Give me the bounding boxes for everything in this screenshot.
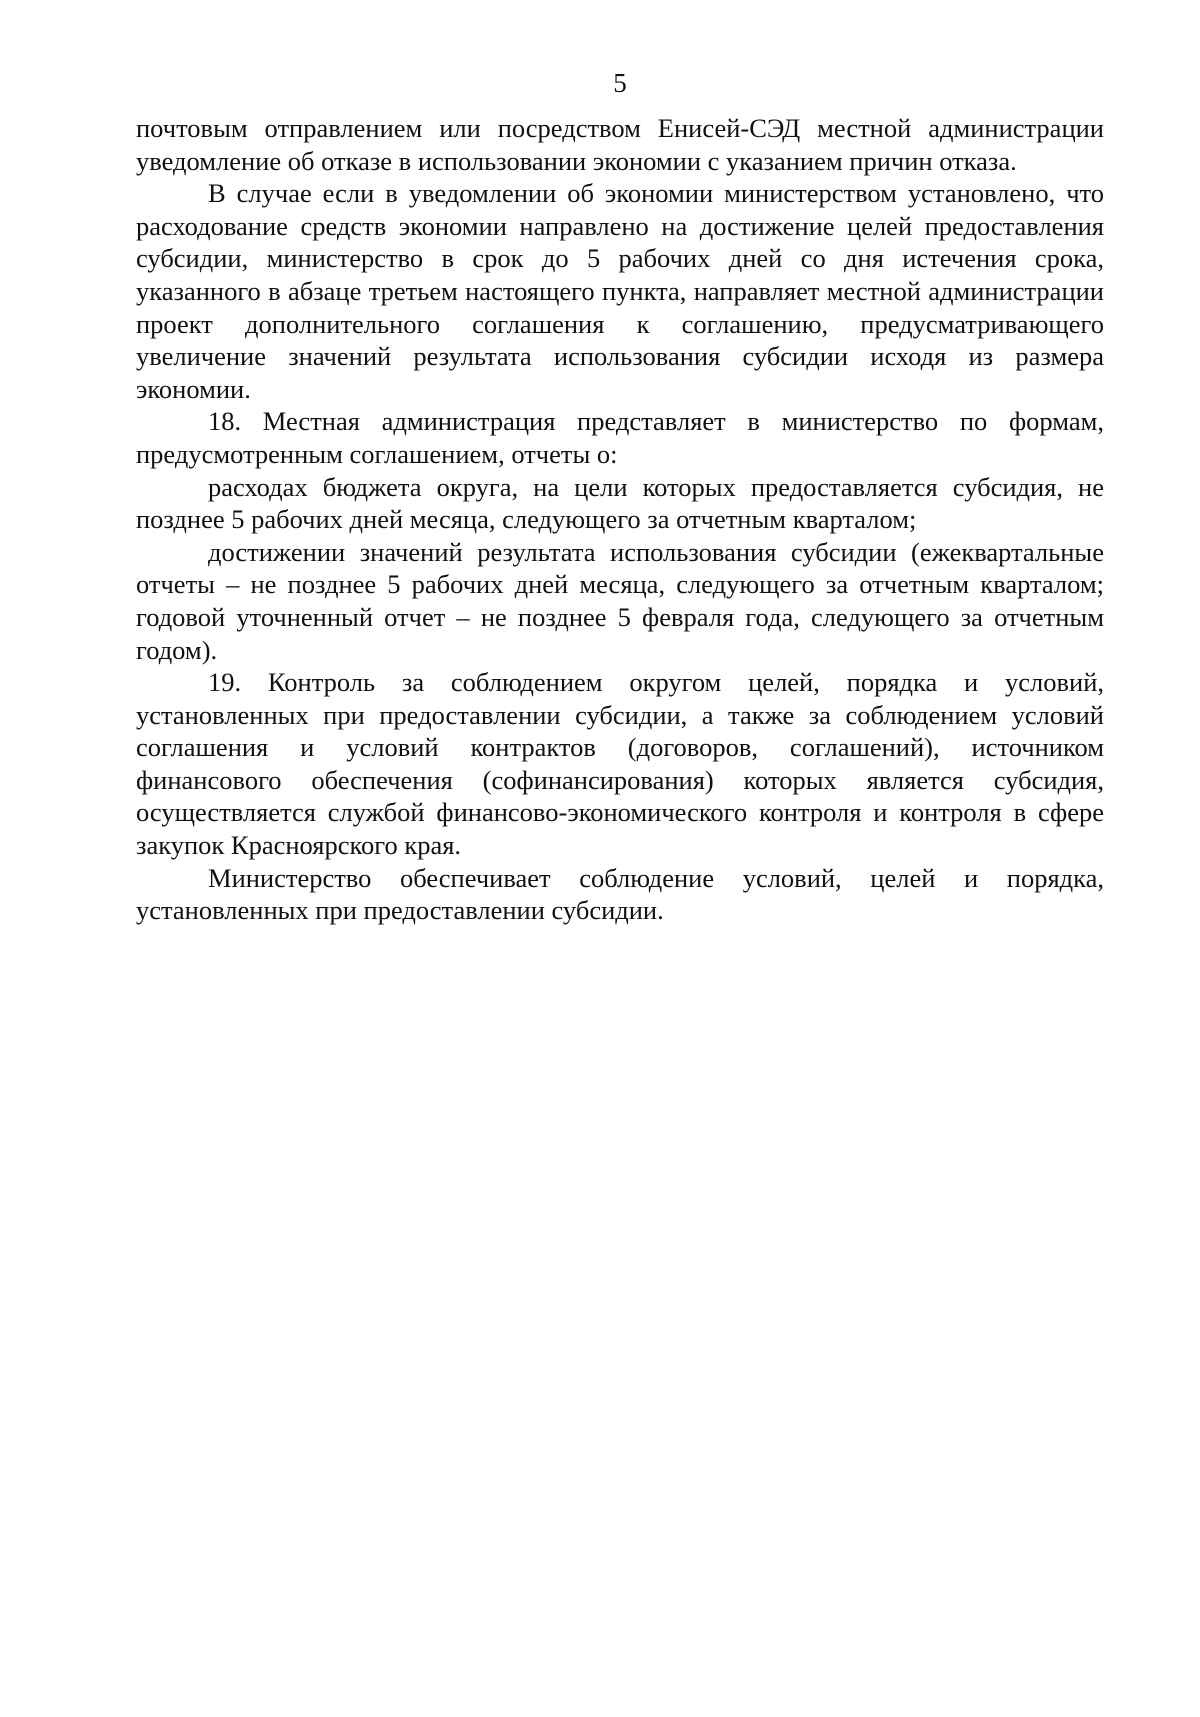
document-body (136, 112, 1104, 927)
paragraph-economy-notice: В случае если в уведомлении об экономии министерством установлено, что расходование средств экономии направлено на достижение целей предоставления субсидии, министерство в срок до 5 рабочих дней со дня истечения срока, указанного в абзаце третьем настоящего пункта, направляет местной администрации проект дополнительного соглашения к соглашению, предусматривающего увеличение значений результата использования субсидии исходя из размера экономии. (136, 178, 1104, 404)
paragraph-report-results: достижении значений результата использования субсидии (ежеквартальные отчеты – не позднее 5 рабочих дней месяца, следующего за отчетным кварталом; годовой уточненный отчет – не позднее 5 февраля года, следующего за отчетным годом). (136, 536, 1104, 665)
paragraph-report-expenses: расходах бюджета округа, на цели которых предоставляется субсидия, не позднее 5 рабочих дней месяца, следующего за отчетным кварталом; (136, 471, 1104, 535)
page-number: 5 (613, 68, 627, 98)
paragraph-ministry-compliance: Министерство обеспечивает соблюдение условий, целей и порядка, установленных при предоставлении субсидии. (136, 862, 1104, 926)
paragraph-continuation: почтовым отправлением или посредством Енисей-СЭД местной администрации уведомление об отказе в использовании экономии с указанием причин отказа. (136, 113, 1104, 176)
paragraph-item-18: 18. Местная администрация представляет в министерство по формам, предусмотренным соглашением, отчеты о: (136, 406, 1104, 469)
paragraph-item-19: 19. Контроль за соблюдением округом целей, порядка и условий, установленных при предоставлении субсидии, а также за соблюдением условий соглашения и условий контрактов (договоров, соглашений), источником финансового обеспечения (софинансирования) которых является субсидия, осуществляется службой финансово-экономического контроля и контроля в сфере закупок Красноярского края. (136, 667, 1104, 861)
